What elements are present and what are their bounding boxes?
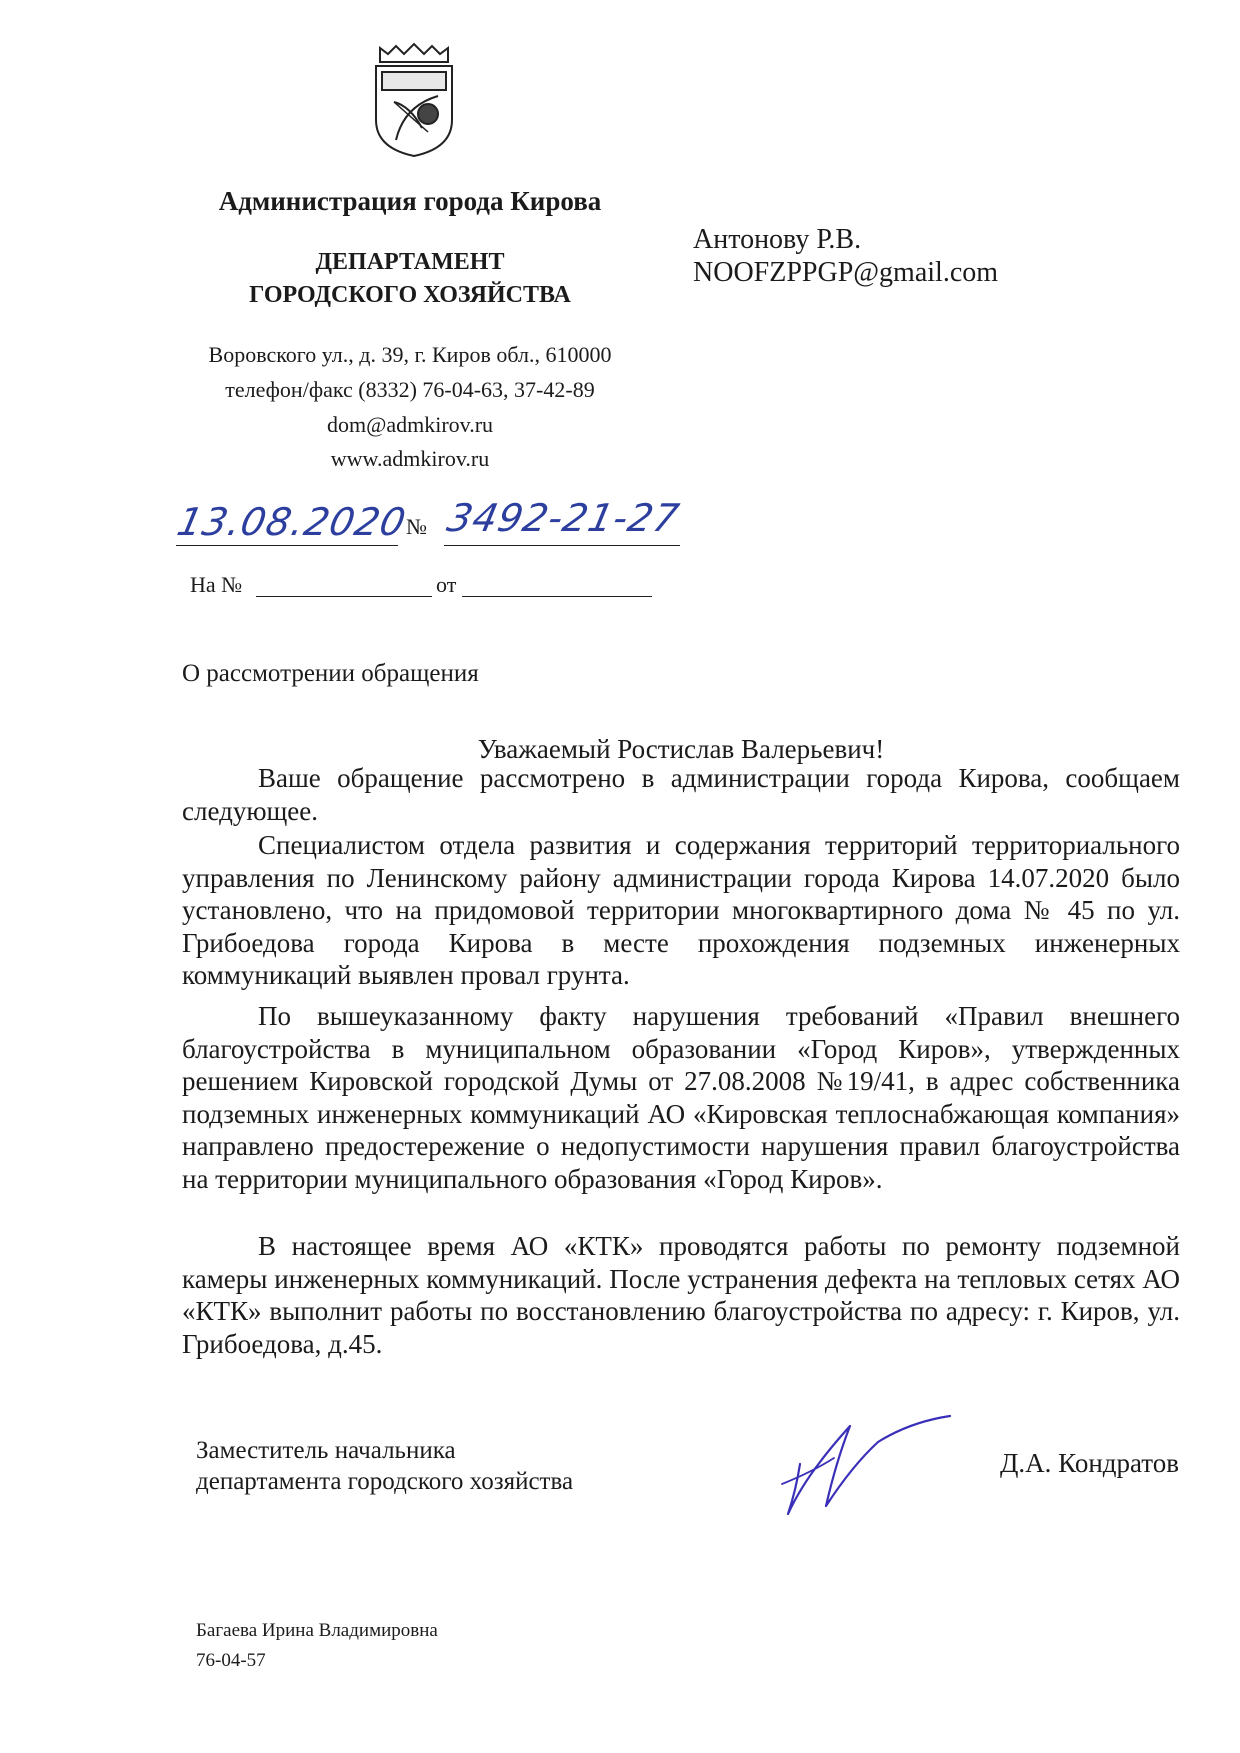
letter-paragraph: Специалистом отдела развития и содержания территорий территориального управления по Ленинскому району администрации города Кирова 14.07.2020 было установлено, что на придомовой территории многоквартирного дома № 45 по ул. Грибоедова города Кирова в месте прохождения подземных инженерных коммуникаций выявлен провал грунта. <box>182 830 1180 990</box>
registration-date-line <box>176 545 398 546</box>
executor-phone: 76-04-57 <box>196 1650 266 1671</box>
reference-date-label: от <box>436 572 457 597</box>
registration-number-label: № <box>406 514 427 539</box>
signatory-name: Д.А. Кондратов <box>1000 1448 1179 1478</box>
department-address: Воровского ул., д. 39, г. Киров обл., 610000 <box>208 342 612 367</box>
executor-name: Багаева Ирина Владимировна <box>196 1620 438 1641</box>
letter-subject: О рассмотрении обращения <box>182 660 479 687</box>
department-website: www.admkirov.ru <box>330 446 490 471</box>
recipient-email: NOOFZPPGP@gmail.com <box>693 257 999 288</box>
reference-date-blank <box>462 596 652 597</box>
city-coat-of-arms-icon <box>366 40 462 160</box>
registration-number: 3492-21-27 <box>443 496 684 540</box>
letter-paragraph: По вышеуказанному факту нарушения требований «Правил внешнего благоустройства в муниципальном образовании «Город Киров», утвержденных решением Кировской городской Думы от 27.08.2008 №19/41, в адрес собственника подземных инженерных коммуникаций АО «Кировская теплоснабжающая компания» направлено предостережение о недопустимости нарушения правил благоустройства на территории муниципального образования «Город Киров». <box>182 1001 1180 1194</box>
organization-name: Администрация города Кирова <box>218 186 602 216</box>
letter-greeting: Уважаемый Ростислав Валерьевич! <box>477 734 885 764</box>
reference-number-label: На № <box>190 572 243 597</box>
registration-date: 13.08.2020 <box>173 500 411 544</box>
department-phone: телефон/факс (8332) 76-04-63, 37-42-89 <box>225 377 595 402</box>
letter-paragraph: Ваше обращение рассмотрено в администрации города Кирова, сообщаем следующее. <box>182 763 1180 826</box>
signatory-position-line1: Заместитель начальника <box>196 1437 456 1464</box>
handwritten-signature <box>760 1402 980 1522</box>
signatory-position-line2: департамента городского хозяйства <box>196 1468 574 1495</box>
department-title-line1: ДЕПАРТАМЕНТ <box>315 249 505 275</box>
letter-paragraph: В настоящее время АО «КТК» проводятся работы по ремонту подземной камеры инженерных коммуникаций. После устранения дефекта на тепловых сетях АО «КТК» выполнит работы по восстановлению благоустройства по адресу: г. Киров, ул. Грибоедова, д.45. <box>182 1231 1180 1359</box>
registration-number-line <box>444 545 680 546</box>
recipient-name: Антонову Р.В. <box>693 224 862 255</box>
department-title-line2: ГОРОДСКОГО ХОЗЯЙСТВА <box>249 282 571 308</box>
department-email: dom@admkirov.ru <box>326 412 494 437</box>
reference-number-blank <box>256 596 432 597</box>
